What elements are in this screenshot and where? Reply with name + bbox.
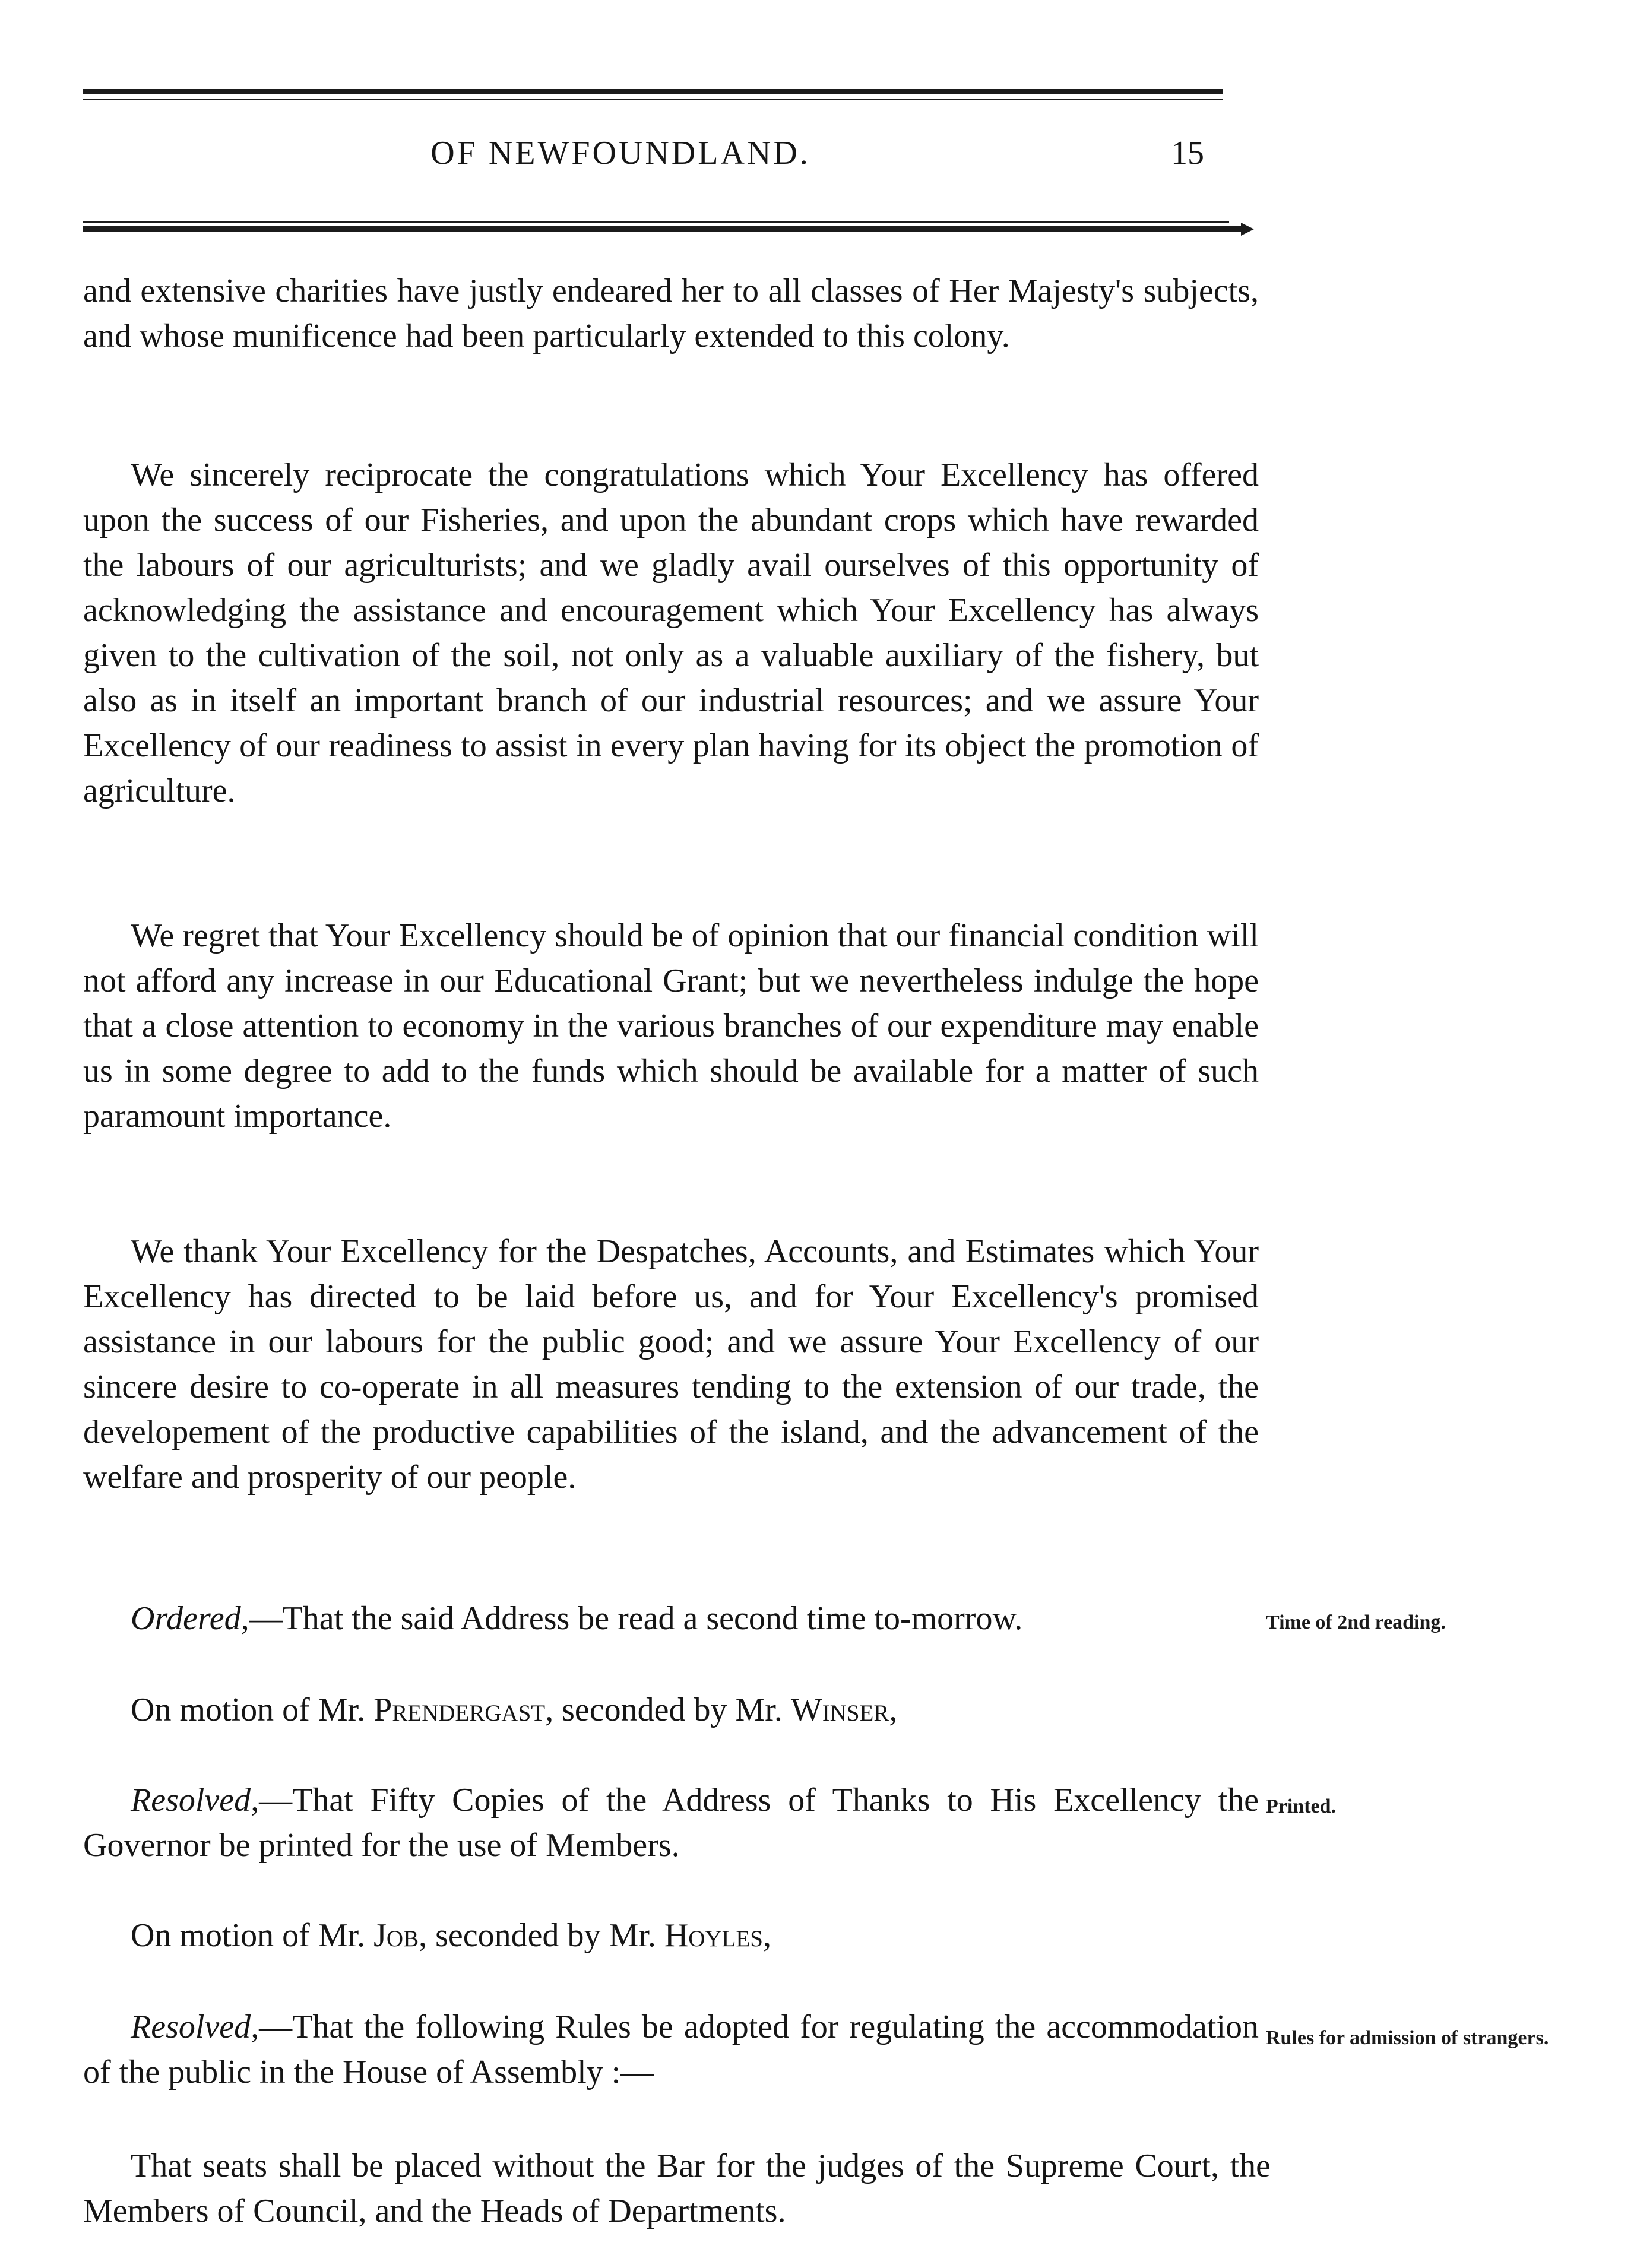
ordered-label: Ordered, <box>131 1600 249 1637</box>
motion-suffix: , <box>762 1917 771 1954</box>
header-underline-arrow <box>83 226 1241 232</box>
motion-mover: Job <box>373 1917 419 1954</box>
margin-note-rules: Rules for admission of strangers. <box>1266 2027 1549 2049</box>
page-number: 15 <box>1171 135 1204 172</box>
motion-middle: , seconded by Mr. <box>545 1692 791 1728</box>
header-rule-thin <box>83 99 1223 100</box>
motion-job <box>83 1913 1259 1958</box>
motion-prendergast <box>83 1687 1259 1732</box>
motion-prefix: On motion of Mr. <box>131 1917 374 1954</box>
resolved-label: Resolved, <box>131 2009 259 2045</box>
rule-seats-without-bar: That seats shall be placed without the Bar for the judges of the Supreme Court, the Members of Council, and the Heads of Departments. <box>83 2147 1271 2229</box>
motion-suffix: , <box>889 1692 898 1728</box>
margin-note-second-reading: Time of 2nd reading. <box>1266 1611 1446 1633</box>
motion-seconder: Hoyles <box>664 1917 763 1954</box>
resolved-label: Resolved, <box>131 1782 259 1819</box>
paragraph-fisheries: We sincerely reciprocate the congratulations which Your Excellency has offered upon the success of our Fisheries, and upon the abundant crops which have rewarded the labours of our agriculturists; and we gladly avail ourselves of this opportunity of acknowledging the assistance and encouragement which Your Excellency has always given to the cultivation of the soil, not only as a valuable auxiliary of the fishery, but also as in itself an important branch of our industrial resources; and we assure Your Excellency of our readiness to assist in every plan having for its object the promotion of agriculture. <box>83 457 1259 809</box>
margin-note-printed: Printed. <box>1266 1795 1337 1817</box>
running-head-title: OF NEWFOUNDLAND. <box>430 135 810 172</box>
resolved-text: —That Fifty Copies of the Address of Thanks to His Excellency the Governor be printed for the use of Members. <box>83 1782 1259 1864</box>
ordered-text: —That the said Address be read a second time to-morrow. <box>249 1600 1023 1637</box>
paragraph-despatches: We thank Your Excellency for the Despatches, Accounts, and Estimates which Your Excellency has directed to be laid before us, and for Your Excellency's promised assistance in our labours for the public good; and we assure Your Excellency of our sincere desire to co-operate in all measures tending to the extension of our trade, the developement of the productive capabilities of the island, and the advancement of the welfare and prosperity of our people. <box>83 1233 1259 1496</box>
paragraph-educational-grant: We regret that Your Excellency should be of opinion that our financial condition will not afford any increase in our Educational Grant; but we nevertheless indulge the hope that a close attention to economy in the various branches of our expenditure may enable us in some degree to add to the funds which should be available for a matter of such paramount importance. <box>83 917 1259 1135</box>
resolved-rules <box>83 2004 1259 2095</box>
ordered-second-reading <box>83 1596 1259 1641</box>
motion-middle: , seconded by Mr. <box>419 1917 664 1954</box>
motion-prefix: On motion of Mr. <box>131 1692 374 1728</box>
resolved-printed-copies <box>83 1778 1259 1868</box>
paragraph-charities: and extensive charities have justly endeared her to all classes of Her Majesty's subjects, and whose munificence had been particularly extended to this colony. <box>83 273 1259 354</box>
motion-seconder: Winser <box>790 1692 889 1728</box>
motion-mover: Prendergast <box>373 1692 546 1728</box>
resolved-text: —That the following Rules be adopted for regulating the accommodation of the public in the House of Assembly :— <box>83 2009 1259 2090</box>
header-underline-thin <box>83 221 1229 223</box>
header-rule-thick <box>83 89 1223 94</box>
